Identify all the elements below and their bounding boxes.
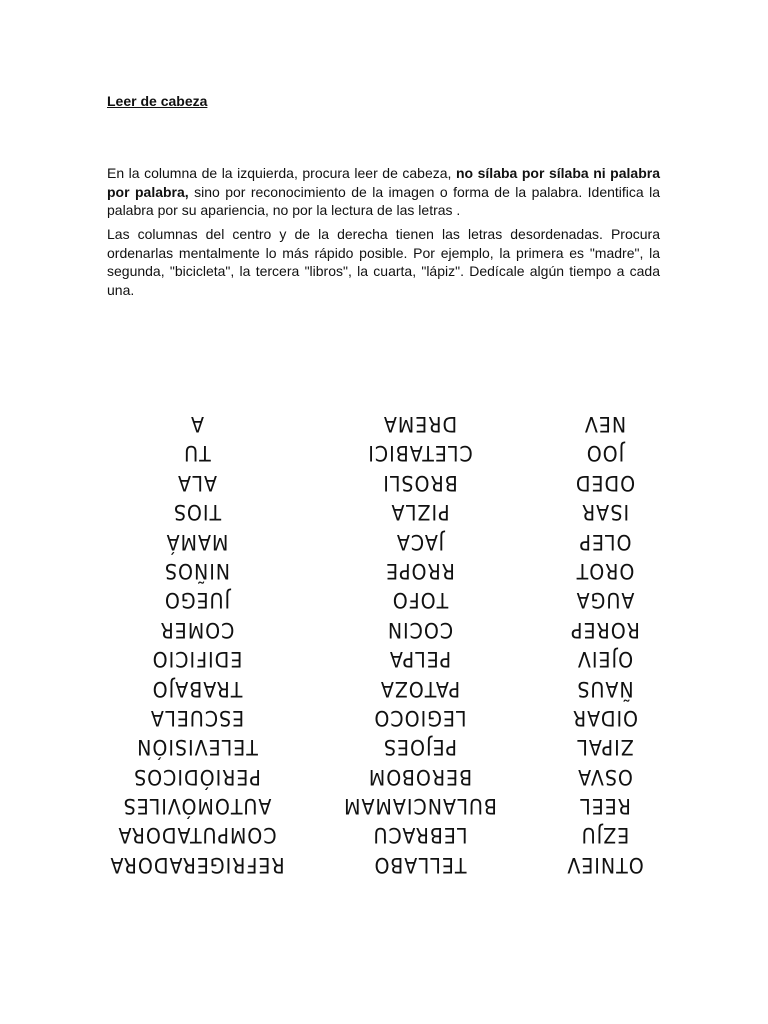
left-column-word: TIOS [172, 499, 222, 524]
right-column-word: ZIPAL [576, 734, 634, 760]
left-column-word: AUTOMÓVILES [122, 793, 272, 818]
middle-column-word: DREMA [382, 411, 458, 436]
right-column-word: OROT [575, 558, 635, 583]
right-column-word: OIDAR [571, 705, 639, 730]
middle-column-word: COCIN [386, 616, 454, 642]
left-column-word: ESCUELA [149, 705, 245, 730]
left-column-word: COMER [159, 616, 235, 642]
right-column-word: EZJU [580, 822, 630, 848]
word-grid [0, 408, 768, 877]
instruction-paragraph-1 [107, 164, 660, 220]
middle-column-word: TELLABO [373, 852, 467, 877]
right-column-word: OJEIV [576, 646, 634, 671]
right-word-column [495, 408, 715, 878]
middle-column-word: PATOZA [379, 675, 461, 701]
middle-column-word: RROPE [385, 558, 455, 583]
page-title: Leer de cabeza [107, 93, 208, 109]
right-column-word: OTNIEV [566, 852, 644, 877]
left-word-column [87, 408, 307, 878]
middle-column-word: PIZLA [390, 499, 450, 524]
right-column-word: ISAR [580, 499, 630, 524]
middle-column-word: JACA [395, 528, 445, 554]
paragraph-1-bold: no sílaba por sílaba ni palabra por palabra, [107, 165, 660, 200]
paragraph-1-end: sino por reconocimiento de la imagen o forma de la palabra. Identifica la palabra por su apariencia, no por la lectura de las letras . [107, 183, 660, 218]
left-column-word: EDIFICIO [151, 646, 243, 671]
middle-column-word: LEGIOCO [373, 705, 467, 730]
right-column-word: AUGA [575, 587, 635, 613]
right-column-word: ODED [574, 469, 636, 495]
middle-column-word: TOFO [391, 587, 449, 613]
middle-column-word: CLETABICI [367, 440, 473, 466]
right-column-word: ÑAUS [576, 675, 634, 701]
right-column-word: NEV [583, 411, 627, 436]
middle-column-word: PELPA [388, 646, 452, 671]
left-column-word: TU [183, 440, 211, 466]
middle-column-word: BEROBOM [367, 763, 473, 789]
left-column-word: ALA [176, 469, 218, 495]
middle-column-word: LEBRACU [372, 822, 468, 848]
right-column-word: OLEP [578, 528, 632, 554]
instruction-paragraph-2: Las columnas del centro y de la derecha tienen las letras desordenadas. Procura ordenarlas mentalmente lo más rápido posible. Por ejemplo, la primera es "madre", la segunda, "bicicleta", la tercera "libros", la cuarta, "lápiz". Dedícale algún tiempo a cada una. [107, 226, 660, 298]
left-column-word: TRABAJO [151, 675, 243, 701]
left-column-word: JUEGO [163, 587, 231, 613]
left-column-word: COMPUTADORA [117, 822, 277, 848]
middle-column-word: PEJOES [382, 734, 458, 760]
left-column-word: REFRIGERADORA [109, 852, 285, 877]
left-column-word: A [190, 411, 204, 436]
middle-column-word: BULANCIAMAM [343, 793, 497, 818]
paragraph-1-start: En la columna de la izquierda, procura leer de cabeza, [107, 165, 456, 181]
right-column-word: ROREP [570, 616, 640, 642]
right-column-word: REEL [579, 793, 631, 818]
left-column-word: TELEVISIÓN [136, 734, 258, 760]
right-column-word: JOO [585, 440, 625, 466]
left-column-word: NIÑOS [163, 558, 231, 583]
middle-column-word: BROSLI [382, 469, 458, 495]
right-column-word: OSVA [577, 763, 633, 789]
left-column-word: PERIÓDICOS [133, 763, 261, 789]
left-column-word: MAMÁ [165, 528, 229, 554]
